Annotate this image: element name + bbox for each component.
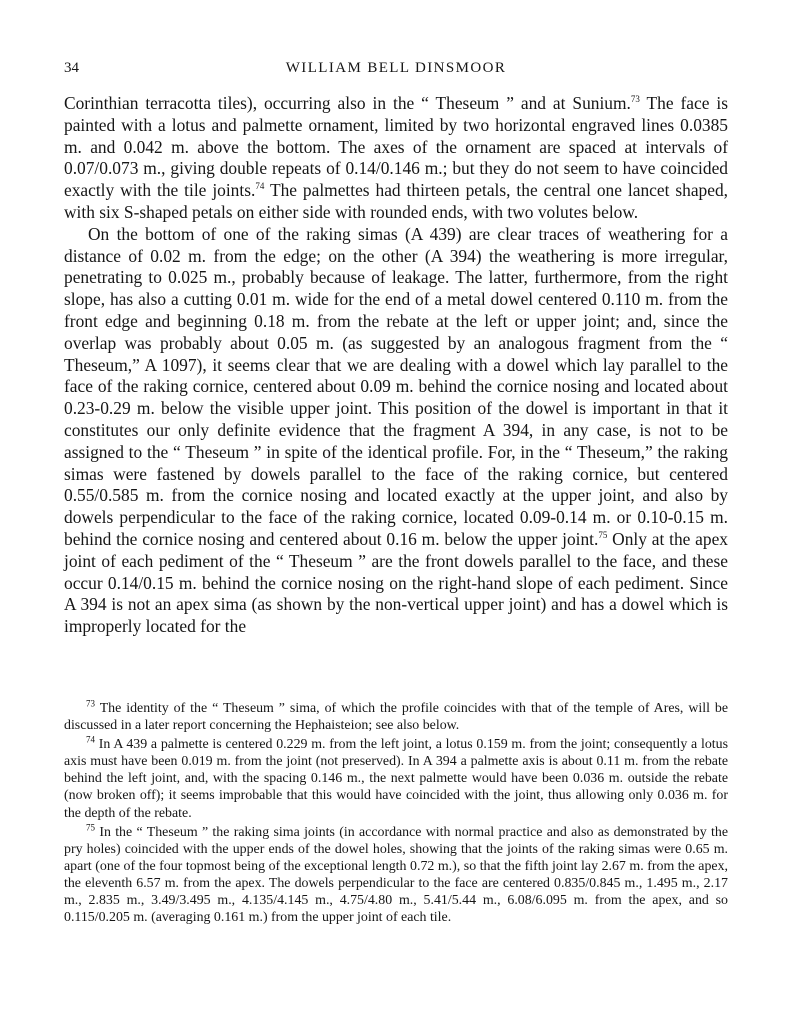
page-number: 34 bbox=[64, 60, 79, 76]
footnote-ref-75: 75 bbox=[598, 530, 608, 541]
paragraph-1 bbox=[64, 93, 728, 224]
footnote-text: In A 439 a palmette is centered 0.229 m. from the left joint, a lotus 0.159 m. from the joint; consequently a lotus axis must have been 0.019 m. from the joint (not preserved). In A 394 a palmette axis is about 0.11 m. from the rebate behind the left joint, and, with the spacing 0.146 m., the next palmette would have been 0.036 m. outside the rebate (now broken off); it seems improbable that this would have coincided with the joint, thus allowing only 0.036 m. for the depth of the rebate. bbox=[64, 737, 728, 821]
footnote-number: 75 bbox=[86, 822, 95, 833]
footnotes bbox=[64, 700, 728, 926]
footnote-text: The identity of the “ Theseum ” sima, of which the profile coincides with that of the temple of Ares, will be discussed in a later report concerning the Hephaisteion; see also below. bbox=[64, 701, 728, 734]
paragraph-2-text-a: On the bottom of one of the raking simas (A 439) are clear traces of weathering for a distance of 0.02 m. from the edge; on the other (A 394) the weathering is more irregular, penetrating to 0.025 m., probably because of leakage. The latter, furthermore, from the right slope, has also a cutting 0.01 m. wide for the end of a metal dowel centered 0.110 m. from the front edge and beginning 0.18 m. from the rebate at the left or upper joint; and, since the overlap was probably about 0.05 m. (as suggested by an analogous fragment from the “ Theseum,” A 1097), it seems clear that we are dealing with a dowel which lay parallel to the face of the raking cornice, centered about 0.09 m. behind the cornice nosing and located about 0.23-0.29 m. below the visible upper joint. This position of the dowel is important in that it constitutes our only definite evidence that the fragment A 394, in any case, is not to be assigned to the “ Theseum ” in spite of the identical profile. For, in the “ Theseum,” the raking simas were fastened by dowels parallel to the face of the raking cornice, but centered 0.55/0.585 m. from the cornice nosing and located exactly at the upper joint, and also by dowels perpendicular to the face of the raking cornice, located 0.09-0.14 m. or 0.10-0.15 m. behind the cornice nosing and centered about 0.16 m. below the upper joint. bbox=[64, 223, 728, 549]
footnote-number: 73 bbox=[86, 698, 95, 709]
paragraph-1-text-a: Corinthian terracotta tiles), occurring also in the “ Theseum ” and at Sunium. bbox=[64, 93, 631, 113]
running-head bbox=[64, 60, 728, 82]
footnote-ref-74: 74 bbox=[255, 181, 265, 192]
footnote-74 bbox=[64, 736, 728, 821]
paragraph-1-text-c: The palmettes had thirteen petals, the central one lancet shaped, with six S-shaped petals on either side with rounded ends, with two volutes below. bbox=[64, 180, 728, 222]
footnote-73 bbox=[64, 700, 728, 734]
paragraph-1-text-b: The face is painted with a lotus and palmette ornament, limited by two horizontal engraved lines 0.0385 m. and 0.042 m. above the bottom. The axes of the ornament are spaced at intervals of 0.07/0.073 m., giving double repeats of 0.14/0.146 m.; but they do not seem to have coincided exactly with the tile joints. bbox=[64, 93, 728, 201]
footnote-text: In the “ Theseum ” the raking sima joints (in accordance with normal practice and also as demonstrated by the pry holes) coincided with the upper ends of the dowel holes, showing that the joints of the raking simas were 0.65 m. apart (one of the four topmost being of the exceptional length 0.72 m.), so that the fifth joint lay 2.67 m. from the apex, the eleventh 6.57 m. from the apex. The dowels perpendicular to the face are centered 0.835/0.845 m., 1.495 m., 2.17 m., 2.835 m., 3.49/3.495 m., 4.135/4.145 m., 4.75/4.80 m., 5.41/5.44 m., 6.08/6.095 m. from the apex, and so 0.115/0.205 m. (averaging 0.161 m.) from the upper joint of each tile. bbox=[64, 824, 728, 926]
footnote-ref-73: 73 bbox=[630, 94, 640, 105]
main-text bbox=[64, 93, 728, 638]
running-title: WILLIAM BELL DINSMOOR bbox=[285, 60, 507, 76]
paragraph-2-text-b: Only at the apex joint of each pediment of the “ Theseum ” are the front dowels parallel to the face, and these occur 0.14/0.15 m. behind the cornice nosing on the right-hand slope of each pediment. Since A 394 is not an apex sima (as shown by the non-vertical upper joint) and has a dowel which is improperly located for the bbox=[64, 528, 728, 637]
paragraph-2 bbox=[64, 224, 728, 638]
footnote-75 bbox=[64, 824, 728, 927]
footnote-number: 74 bbox=[86, 734, 95, 745]
